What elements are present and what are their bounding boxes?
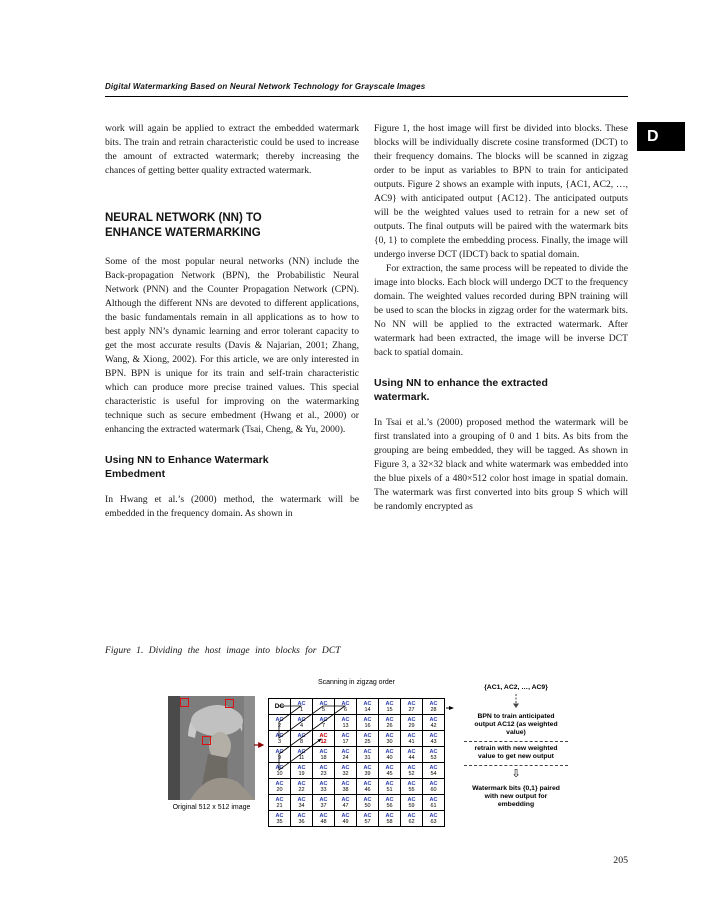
paragraph: Some of the most popular neural networks (NN) include the Back-propagation Network (BPN), the Probabilistic Neural Network (PNN) and the Counter Propagation Network (CPN). Although the different NNs are devoted to different applications, the basic fundamentals remain in all applications as to how to best apply NN’s dynamic learning and error tolerant capacity to get the most accurate results (Davis & Najarian, 2001; Zhang, Wang, & Xiong, 2002). For this article, we are only interested in BPN. BPN is unique for its train and self-train characteristic which can produce more precise trained values. This special characteristic is useful for improving on the watermarking technique such as secure embedment (Hwang et al., 2000) or enhancing the extracted watermark (Tsai, Cheng, & Yu, 2000). [105, 256, 359, 435]
dct-cell: AC 28 [423, 699, 445, 715]
dct-cell: AC 24 [335, 747, 357, 763]
dct-cell: AC 61 [423, 795, 445, 811]
dct-cell: AC 35 [269, 811, 291, 827]
dct-cell: AC 59 [401, 795, 423, 811]
dct-cell: AC 16 [357, 715, 379, 731]
paragraph: In Hwang et al.’s (2000) method, the watermark will be embedded in the frequency domain. As shown in [105, 494, 359, 519]
dct-cell: AC 6 [335, 699, 357, 715]
image-to-grid-arrow-icon [253, 739, 269, 751]
dct-cell: AC 39 [357, 763, 379, 779]
dct-cell: AC 14 [357, 699, 379, 715]
figure-caption: Figure 1. Dividing the host image into blocks for DCT [105, 645, 341, 656]
dct-cell: AC 62 [401, 811, 423, 827]
annotation-column [457, 684, 575, 813]
paragraph: Figure 1, the host image will first be divided into blocks. These blocks will be individually discrete cosine transformed (DCT) to their frequency domains. The blocks will be scanned in zigzag order to be input as variables to BPN to train for anticipated outputs. Figure 2 shows an example with inputs, {AC1, AC2, …, AC9} with anticipated output {AC12}. The anticipated outputs will be the weighted values used to retrain for a new set of outputs. The final outputs will be paired with the watermark bits {0, 1} to complete the embedding process. Finally, the image will undergo inverse DCT (IDCT) back to spatial domain. [374, 123, 628, 260]
dct-cell: AC 34 [291, 795, 313, 811]
subsection-heading: Using NN to enhance the extracted watermark. [374, 377, 548, 403]
dct-cell: AC 1 [291, 699, 313, 715]
dct-cell: AC 37 [313, 795, 335, 811]
dct-cell: AC 40 [379, 747, 401, 763]
grayscale-photo [168, 696, 255, 800]
dct-cell: AC 51 [379, 779, 401, 795]
dct-cell: AC 15 [379, 699, 401, 715]
dct-cell: AC 45 [379, 763, 401, 779]
dct-cell: AC 48 [313, 811, 335, 827]
block-marker [202, 736, 211, 745]
dct-cell: AC 3 [269, 731, 291, 747]
dct-cell: AC 55 [401, 779, 423, 795]
section-heading: NEURAL NETWORK (NN) TO ENHANCE WATERMARKING [105, 212, 262, 239]
dct-cell: AC 50 [357, 795, 379, 811]
subsection-heading: Using NN to Enhance Watermark Embedment [105, 454, 269, 480]
dct-cell: AC 56 [379, 795, 401, 811]
dct-cell: AC 32 [335, 763, 357, 779]
dct-cell: AC 26 [379, 715, 401, 731]
dct-cell: AC 63 [423, 811, 445, 827]
dct-cell: AC 54 [423, 763, 445, 779]
watermark-pair-step: Watermark bits {0,1} paired with new output for embedding [472, 785, 560, 808]
dct-cell: AC 10 [269, 763, 291, 779]
paragraph: For extraction, the same process will be repeated to divide the image into blocks. Each block will undergo DCT to the frequency domain. The weighted values recorded during BPN training will be used to scan the blocks in zigzag order for the watermark bits. No NN will be applied to the extracted watermark. After watermark had been extracted, the image will be inverse DCT back to spatial domain. [374, 263, 628, 358]
dct-cell: AC 19 [291, 763, 313, 779]
left-column [105, 122, 359, 521]
dct-cell: AC 57 [357, 811, 379, 827]
dct-cell: AC 41 [401, 731, 423, 747]
dct-cell: AC 23 [313, 763, 335, 779]
dct-cell: AC 46 [357, 779, 379, 795]
figure-diagram [105, 672, 628, 857]
dct-cell: AC 36 [291, 811, 313, 827]
dct-cell: AC 21 [269, 795, 291, 811]
dct-cell: AC 12 [313, 731, 335, 747]
dct-cell: AC 8 [291, 731, 313, 747]
dct-cell: AC 49 [335, 811, 357, 827]
dct-cell: AC 30 [379, 731, 401, 747]
running-head: Digital Watermarking Based on Neural Network Technology for Grayscale Images [105, 82, 628, 97]
section-tab: D [637, 122, 685, 151]
paragraph: In Tsai et al.’s (2000) proposed method the watermark will be first translated into a grouping of 0 and 1 bits. As bits from the grouping are being embedded, they will be tagged. As shown in Figure 3, a 32×32 black and white watermark was embedded into the blue pixels of a 480×512 color host image in spatial domain. The watermark was first converted into bits group S which will be randomly encrypted as [374, 417, 628, 512]
bpn-train-step: BPN to train anticipated output AC12 (as weighted value) [464, 710, 568, 742]
dct-cell: AC 58 [379, 811, 401, 827]
dct-cell: AC 13 [335, 715, 357, 731]
dct-cell: DC [269, 699, 291, 715]
block-marker [225, 699, 234, 708]
dct-cell: AC 27 [401, 699, 423, 715]
dct-cell: AC 42 [423, 715, 445, 731]
dct-cell: AC 38 [335, 779, 357, 795]
dct-cell: AC 17 [335, 731, 357, 747]
dct-cell: AC 25 [357, 731, 379, 747]
right-column [374, 122, 628, 514]
paragraph: work will again be applied to extract the embedded watermark bits. The train and retrain characteristic could be used to increase the amount of extracted watermark; thereby increasing the chances of getting better quality extracted watermark. [105, 123, 359, 176]
dct-cell: AC 22 [291, 779, 313, 795]
retrain-step: retrain with new weighted value to get new output [464, 742, 568, 766]
host-image [168, 696, 255, 800]
dct-cell: AC 53 [423, 747, 445, 763]
dct-cell: AC 7 [313, 715, 335, 731]
dct-cell: AC 2 [269, 715, 291, 731]
scan-order-label: Scanning in zigzag order [317, 679, 396, 686]
dct-cell: AC 11 [291, 747, 313, 763]
dct-cell: AC 33 [313, 779, 335, 795]
dct-cell: AC 4 [291, 715, 313, 731]
dashed-down-arrow-icon [511, 694, 521, 708]
dct-cell: AC 18 [313, 747, 335, 763]
page-number: 205 [613, 855, 628, 866]
dct-cell: AC 5 [313, 699, 335, 715]
dct-cell: AC 31 [357, 747, 379, 763]
dct-cell: AC 29 [401, 715, 423, 731]
inputs-label: {AC1, AC2, …, AC9} [484, 684, 548, 691]
dct-cell: AC 44 [401, 747, 423, 763]
dct-cell: AC 43 [423, 731, 445, 747]
dct-grid [268, 698, 445, 827]
dct-cell: AC 47 [335, 795, 357, 811]
down-arrow-icon: ⇩ [511, 767, 521, 780]
block-marker [180, 698, 189, 707]
host-image-label: Original 512 x 512 image [172, 804, 251, 811]
dct-cell: AC 60 [423, 779, 445, 795]
dct-cell: AC 52 [401, 763, 423, 779]
dct-cell: AC 20 [269, 779, 291, 795]
dct-cell: AC 9 [269, 747, 291, 763]
